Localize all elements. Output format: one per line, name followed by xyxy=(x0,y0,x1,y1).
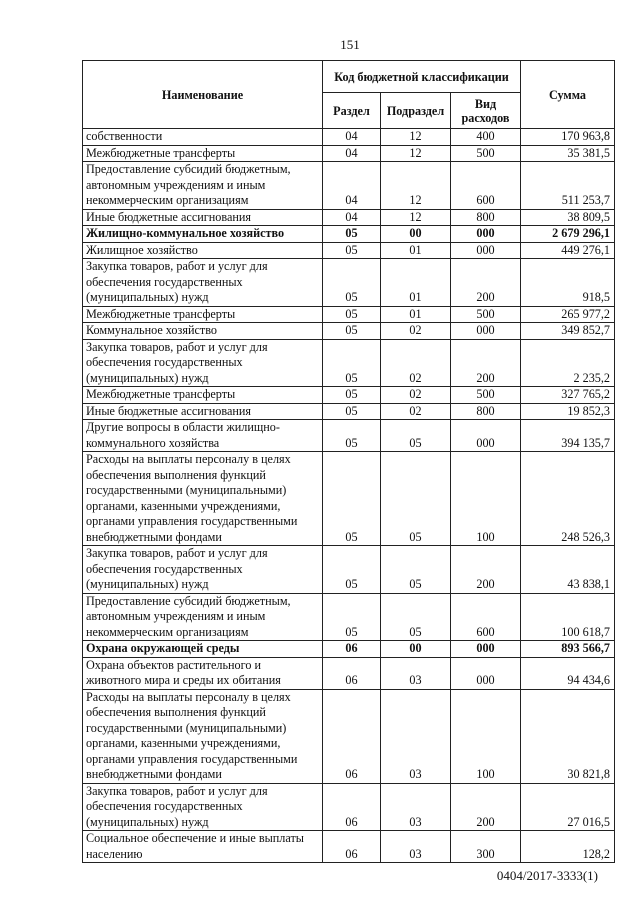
row-razdel-cell: 06 xyxy=(323,689,381,783)
row-vid-cell: 500 xyxy=(451,306,521,323)
row-razdel-cell: 05 xyxy=(323,452,381,546)
row-vid-cell: 500 xyxy=(451,387,521,404)
row-vid-cell: 400 xyxy=(451,129,521,146)
table-row xyxy=(83,452,615,546)
row-name-cell: Жилищное хозяйство xyxy=(83,242,323,259)
table-row xyxy=(83,306,615,323)
row-podrazdel-cell: 05 xyxy=(381,420,451,452)
table-body xyxy=(83,129,615,863)
table-row xyxy=(83,420,615,452)
row-vid-cell: 000 xyxy=(451,226,521,243)
row-podrazdel-cell: 02 xyxy=(381,403,451,420)
table-row xyxy=(83,259,615,307)
row-vid-cell: 200 xyxy=(451,259,521,307)
row-name-cell: Иные бюджетные ассигнования xyxy=(83,403,323,420)
row-razdel-cell: 04 xyxy=(323,162,381,210)
row-podrazdel-cell: 03 xyxy=(381,783,451,831)
row-razdel-cell: 04 xyxy=(323,129,381,146)
row-sum-cell: 511 253,7 xyxy=(521,162,615,210)
table-row xyxy=(83,209,615,226)
row-name-cell: Закупка товаров, работ и услуг для обеспечения государственных (муниципальных) нужд xyxy=(83,783,323,831)
row-razdel-cell: 05 xyxy=(323,593,381,641)
row-name-cell: Межбюджетные трансферты xyxy=(83,387,323,404)
row-podrazdel-cell: 12 xyxy=(381,162,451,210)
row-name-cell: собственности xyxy=(83,129,323,146)
row-podrazdel-cell: 12 xyxy=(381,145,451,162)
row-podrazdel-cell: 00 xyxy=(381,226,451,243)
row-name-cell: Жилищно-коммунальное хозяйство xyxy=(83,226,323,243)
table-row xyxy=(83,323,615,340)
row-sum-cell: 35 381,5 xyxy=(521,145,615,162)
row-vid-cell: 600 xyxy=(451,162,521,210)
table-row xyxy=(83,641,615,658)
row-razdel-cell: 06 xyxy=(323,831,381,863)
row-sum-cell: 30 821,8 xyxy=(521,689,615,783)
row-vid-cell: 800 xyxy=(451,209,521,226)
row-sum-cell: 170 963,8 xyxy=(521,129,615,146)
row-name-cell: Предоставление субсидий бюджетным, автономным учреждениям и иным некоммерческим организациям xyxy=(83,593,323,641)
row-name-cell: Закупка товаров, работ и услуг для обеспечения государственных (муниципальных) нужд xyxy=(83,339,323,387)
row-vid-cell: 100 xyxy=(451,452,521,546)
row-sum-cell: 128,2 xyxy=(521,831,615,863)
table-row xyxy=(83,129,615,146)
row-name-cell: Охрана объектов растительного и животного мира и среды их обитания xyxy=(83,657,323,689)
row-sum-cell: 893 566,7 xyxy=(521,641,615,658)
row-name-cell: Межбюджетные трансферты xyxy=(83,145,323,162)
table-row xyxy=(83,226,615,243)
row-name-cell: Межбюджетные трансферты xyxy=(83,306,323,323)
row-razdel-cell: 05 xyxy=(323,339,381,387)
header-code-group: Код бюджетной классификации xyxy=(323,61,521,93)
row-razdel-cell: 05 xyxy=(323,259,381,307)
table-row xyxy=(83,831,615,863)
row-podrazdel-cell: 05 xyxy=(381,546,451,594)
row-podrazdel-cell: 02 xyxy=(381,387,451,404)
row-name-cell: Закупка товаров, работ и услуг для обеспечения государственных (муниципальных) нужд xyxy=(83,259,323,307)
row-podrazdel-cell: 03 xyxy=(381,689,451,783)
table-row xyxy=(83,546,615,594)
table-row xyxy=(83,593,615,641)
row-podrazdel-cell: 00 xyxy=(381,641,451,658)
row-vid-cell: 600 xyxy=(451,593,521,641)
row-vid-cell: 200 xyxy=(451,783,521,831)
row-podrazdel-cell: 02 xyxy=(381,339,451,387)
row-razdel-cell: 05 xyxy=(323,226,381,243)
table-row xyxy=(83,339,615,387)
row-razdel-cell: 05 xyxy=(323,323,381,340)
row-vid-cell: 000 xyxy=(451,420,521,452)
table-row xyxy=(83,689,615,783)
table-row xyxy=(83,403,615,420)
header-summa: Сумма xyxy=(521,61,615,129)
row-razdel-cell: 05 xyxy=(323,242,381,259)
row-name-cell: Другие вопросы в области жилищно-коммунального хозяйства xyxy=(83,420,323,452)
table-row xyxy=(83,145,615,162)
row-podrazdel-cell: 03 xyxy=(381,657,451,689)
row-razdel-cell: 05 xyxy=(323,387,381,404)
row-sum-cell: 94 434,6 xyxy=(521,657,615,689)
row-name-cell: Иные бюджетные ассигнования xyxy=(83,209,323,226)
row-vid-cell: 500 xyxy=(451,145,521,162)
row-podrazdel-cell: 12 xyxy=(381,209,451,226)
row-podrazdel-cell: 02 xyxy=(381,323,451,340)
row-sum-cell: 265 977,2 xyxy=(521,306,615,323)
row-podrazdel-cell: 01 xyxy=(381,306,451,323)
row-sum-cell: 248 526,3 xyxy=(521,452,615,546)
row-vid-cell: 200 xyxy=(451,546,521,594)
row-sum-cell: 38 809,5 xyxy=(521,209,615,226)
header-razdel: Раздел xyxy=(323,93,381,129)
row-sum-cell: 349 852,7 xyxy=(521,323,615,340)
document-code: 0404/2017-3333(1) xyxy=(496,868,598,883)
row-razdel-cell: 05 xyxy=(323,420,381,452)
table-row xyxy=(83,387,615,404)
row-razdel-cell: 06 xyxy=(323,641,381,658)
row-vid-cell: 000 xyxy=(451,657,521,689)
row-sum-cell: 918,5 xyxy=(521,259,615,307)
row-vid-cell: 100 xyxy=(451,689,521,783)
row-razdel-cell: 05 xyxy=(323,546,381,594)
budget-table xyxy=(82,60,615,863)
row-razdel-cell: 04 xyxy=(323,209,381,226)
row-podrazdel-cell: 01 xyxy=(381,242,451,259)
row-name-cell: Предоставление субсидий бюджетным, автономным учреждениям и иным некоммерческим организациям xyxy=(83,162,323,210)
row-name-cell: Коммунальное хозяйство xyxy=(83,323,323,340)
row-sum-cell: 43 838,1 xyxy=(521,546,615,594)
row-sum-cell: 2 679 296,1 xyxy=(521,226,615,243)
table-row xyxy=(83,783,615,831)
row-sum-cell: 394 135,7 xyxy=(521,420,615,452)
row-vid-cell: 000 xyxy=(451,641,521,658)
row-sum-cell: 27 016,5 xyxy=(521,783,615,831)
row-razdel-cell: 06 xyxy=(323,783,381,831)
row-podrazdel-cell: 12 xyxy=(381,129,451,146)
row-vid-cell: 200 xyxy=(451,339,521,387)
table-row xyxy=(83,657,615,689)
row-razdel-cell: 04 xyxy=(323,145,381,162)
row-sum-cell: 100 618,7 xyxy=(521,593,615,641)
row-podrazdel-cell: 05 xyxy=(381,593,451,641)
row-name-cell: Расходы на выплаты персоналу в целях обеспечения выполнения функций государственными (муниципальными) органами, казенными учреждениями, органами управления государственными внебюджетными фондами xyxy=(83,452,323,546)
header-podrazdel: Подраздел xyxy=(381,93,451,129)
row-vid-cell: 000 xyxy=(451,323,521,340)
row-podrazdel-cell: 03 xyxy=(381,831,451,863)
row-vid-cell: 000 xyxy=(451,242,521,259)
table-row xyxy=(83,162,615,210)
row-podrazdel-cell: 05 xyxy=(381,452,451,546)
row-name-cell: Закупка товаров, работ и услуг для обеспечения государственных (муниципальных) нужд xyxy=(83,546,323,594)
page-number: 151 xyxy=(340,37,360,52)
row-sum-cell: 19 852,3 xyxy=(521,403,615,420)
row-razdel-cell: 05 xyxy=(323,306,381,323)
row-name-cell: Расходы на выплаты персоналу в целях обеспечения выполнения функций государственными (муниципальными) органами, казенными учреждениями, органами управления государственными внебюджетными фондами xyxy=(83,689,323,783)
row-name-cell: Охрана окружающей среды xyxy=(83,641,323,658)
row-podrazdel-cell: 01 xyxy=(381,259,451,307)
row-name-cell: Социальное обеспечение и иные выплаты населению xyxy=(83,831,323,863)
row-vid-cell: 300 xyxy=(451,831,521,863)
header-vid: Вид расходов xyxy=(451,93,521,129)
table-row xyxy=(83,242,615,259)
row-razdel-cell: 05 xyxy=(323,403,381,420)
header-name: Наименование xyxy=(83,61,323,129)
row-sum-cell: 2 235,2 xyxy=(521,339,615,387)
row-sum-cell: 449 276,1 xyxy=(521,242,615,259)
row-razdel-cell: 06 xyxy=(323,657,381,689)
row-vid-cell: 800 xyxy=(451,403,521,420)
row-sum-cell: 327 765,2 xyxy=(521,387,615,404)
